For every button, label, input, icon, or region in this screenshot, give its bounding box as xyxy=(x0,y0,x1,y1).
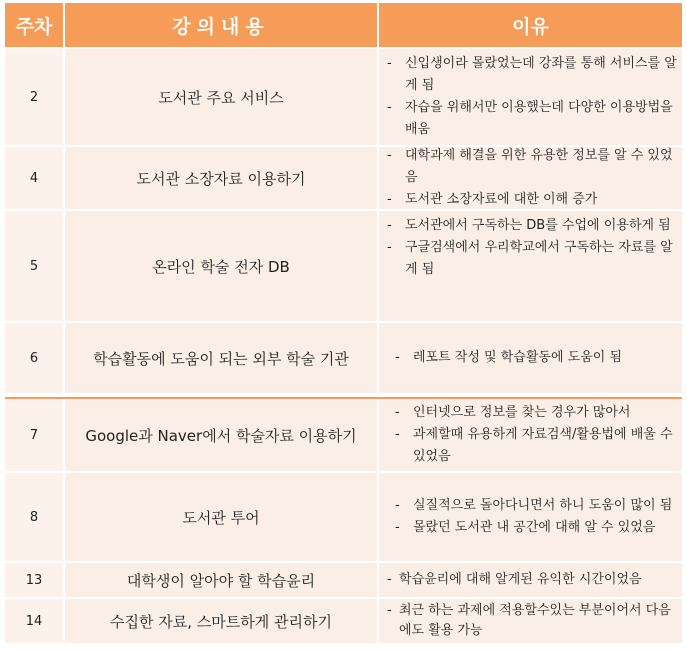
week-cell: 6 xyxy=(5,323,65,393)
reason-item: - 학습윤리에 대해 알게된 유익한 시간이었음 xyxy=(385,569,682,591)
week-cell: 8 xyxy=(5,473,65,561)
week-cell: 2 xyxy=(5,49,65,145)
reason-item: - 과제할때 유용하게 자료검색/활용법에 배울 수 있었음 xyxy=(393,424,682,468)
content-cell: 온라인 학술 전자 DB xyxy=(65,211,379,321)
content-cell: 도서관 투어 xyxy=(65,473,379,561)
reason-item: - 몰랐던 도서관 내 공간에 대해 알 수 있었음 xyxy=(393,517,682,539)
reason-item: - 인터넷으로 정보를 찾는 경우가 많아서 xyxy=(393,402,682,424)
week-cell: 4 xyxy=(5,147,65,209)
reason-item: - 신입생이라 몰랐었는데 강좌를 통해 서비스를 알게 됨 xyxy=(385,53,682,97)
content-cell: 대학생이 알아야 할 학습윤리 xyxy=(65,563,379,597)
table-row xyxy=(5,211,682,321)
content-cell: 학습활동에 도움이 되는 외부 학술 기관 xyxy=(65,323,379,393)
header-week: 주차 xyxy=(5,3,65,47)
reason-cell xyxy=(379,563,682,597)
reason-item: - 최근 하는 과제에 적용할수있는 부분이어서 다음에도 활용 가능 xyxy=(385,601,682,641)
reason-item: - 도서관 소장자료에 대한 이해 증가 xyxy=(385,189,682,211)
week-cell: 14 xyxy=(5,599,65,643)
table-row xyxy=(5,599,682,643)
content-cell: 도서관 소장자료 이용하기 xyxy=(65,147,379,209)
reason-item: - 레포트 작성 및 학습활동에 도움이 됨 xyxy=(393,347,682,369)
reason-item: - 도서관에서 구독하는 DB를 수업에 이용하게 됨 xyxy=(385,215,682,237)
reason-cell xyxy=(379,49,682,145)
reason-item: - 구글검색에서 우리학교에서 구독하는 자료를 알게 됨 xyxy=(385,237,682,281)
reason-item: - 실질적으로 돌아다니면서 하니 도움이 많이 됨 xyxy=(393,495,682,517)
reason-item: - 대학과제 해결을 위한 유용한 정보를 알 수 있었음 xyxy=(385,145,682,189)
week-cell: 7 xyxy=(5,399,65,471)
reason-cell xyxy=(379,399,682,471)
reason-cell xyxy=(379,147,682,209)
week-cell: 5 xyxy=(5,211,65,321)
reason-cell xyxy=(379,323,682,393)
header-reason: 이유 xyxy=(379,3,682,47)
table-row xyxy=(5,563,682,597)
reason-cell xyxy=(379,473,682,561)
content-cell: 도서관 주요 서비스 xyxy=(65,49,379,145)
header-content: 강의내용 xyxy=(65,3,379,47)
table-header xyxy=(5,3,682,47)
reason-cell xyxy=(379,599,682,643)
content-cell: 수집한 자료, 스마트하게 관리하기 xyxy=(65,599,379,643)
table-row xyxy=(5,399,682,471)
table-row xyxy=(5,49,682,145)
table-row xyxy=(5,473,682,561)
reason-cell xyxy=(379,211,682,321)
table-row xyxy=(5,323,682,393)
content-cell: Google과 Naver에서 학술자료 이용하기 xyxy=(65,399,379,471)
reason-item: - 자습을 위해서만 이용했는데 다양한 이용방법을 배움 xyxy=(385,97,682,141)
week-cell: 13 xyxy=(5,563,65,597)
table-row xyxy=(5,147,682,209)
